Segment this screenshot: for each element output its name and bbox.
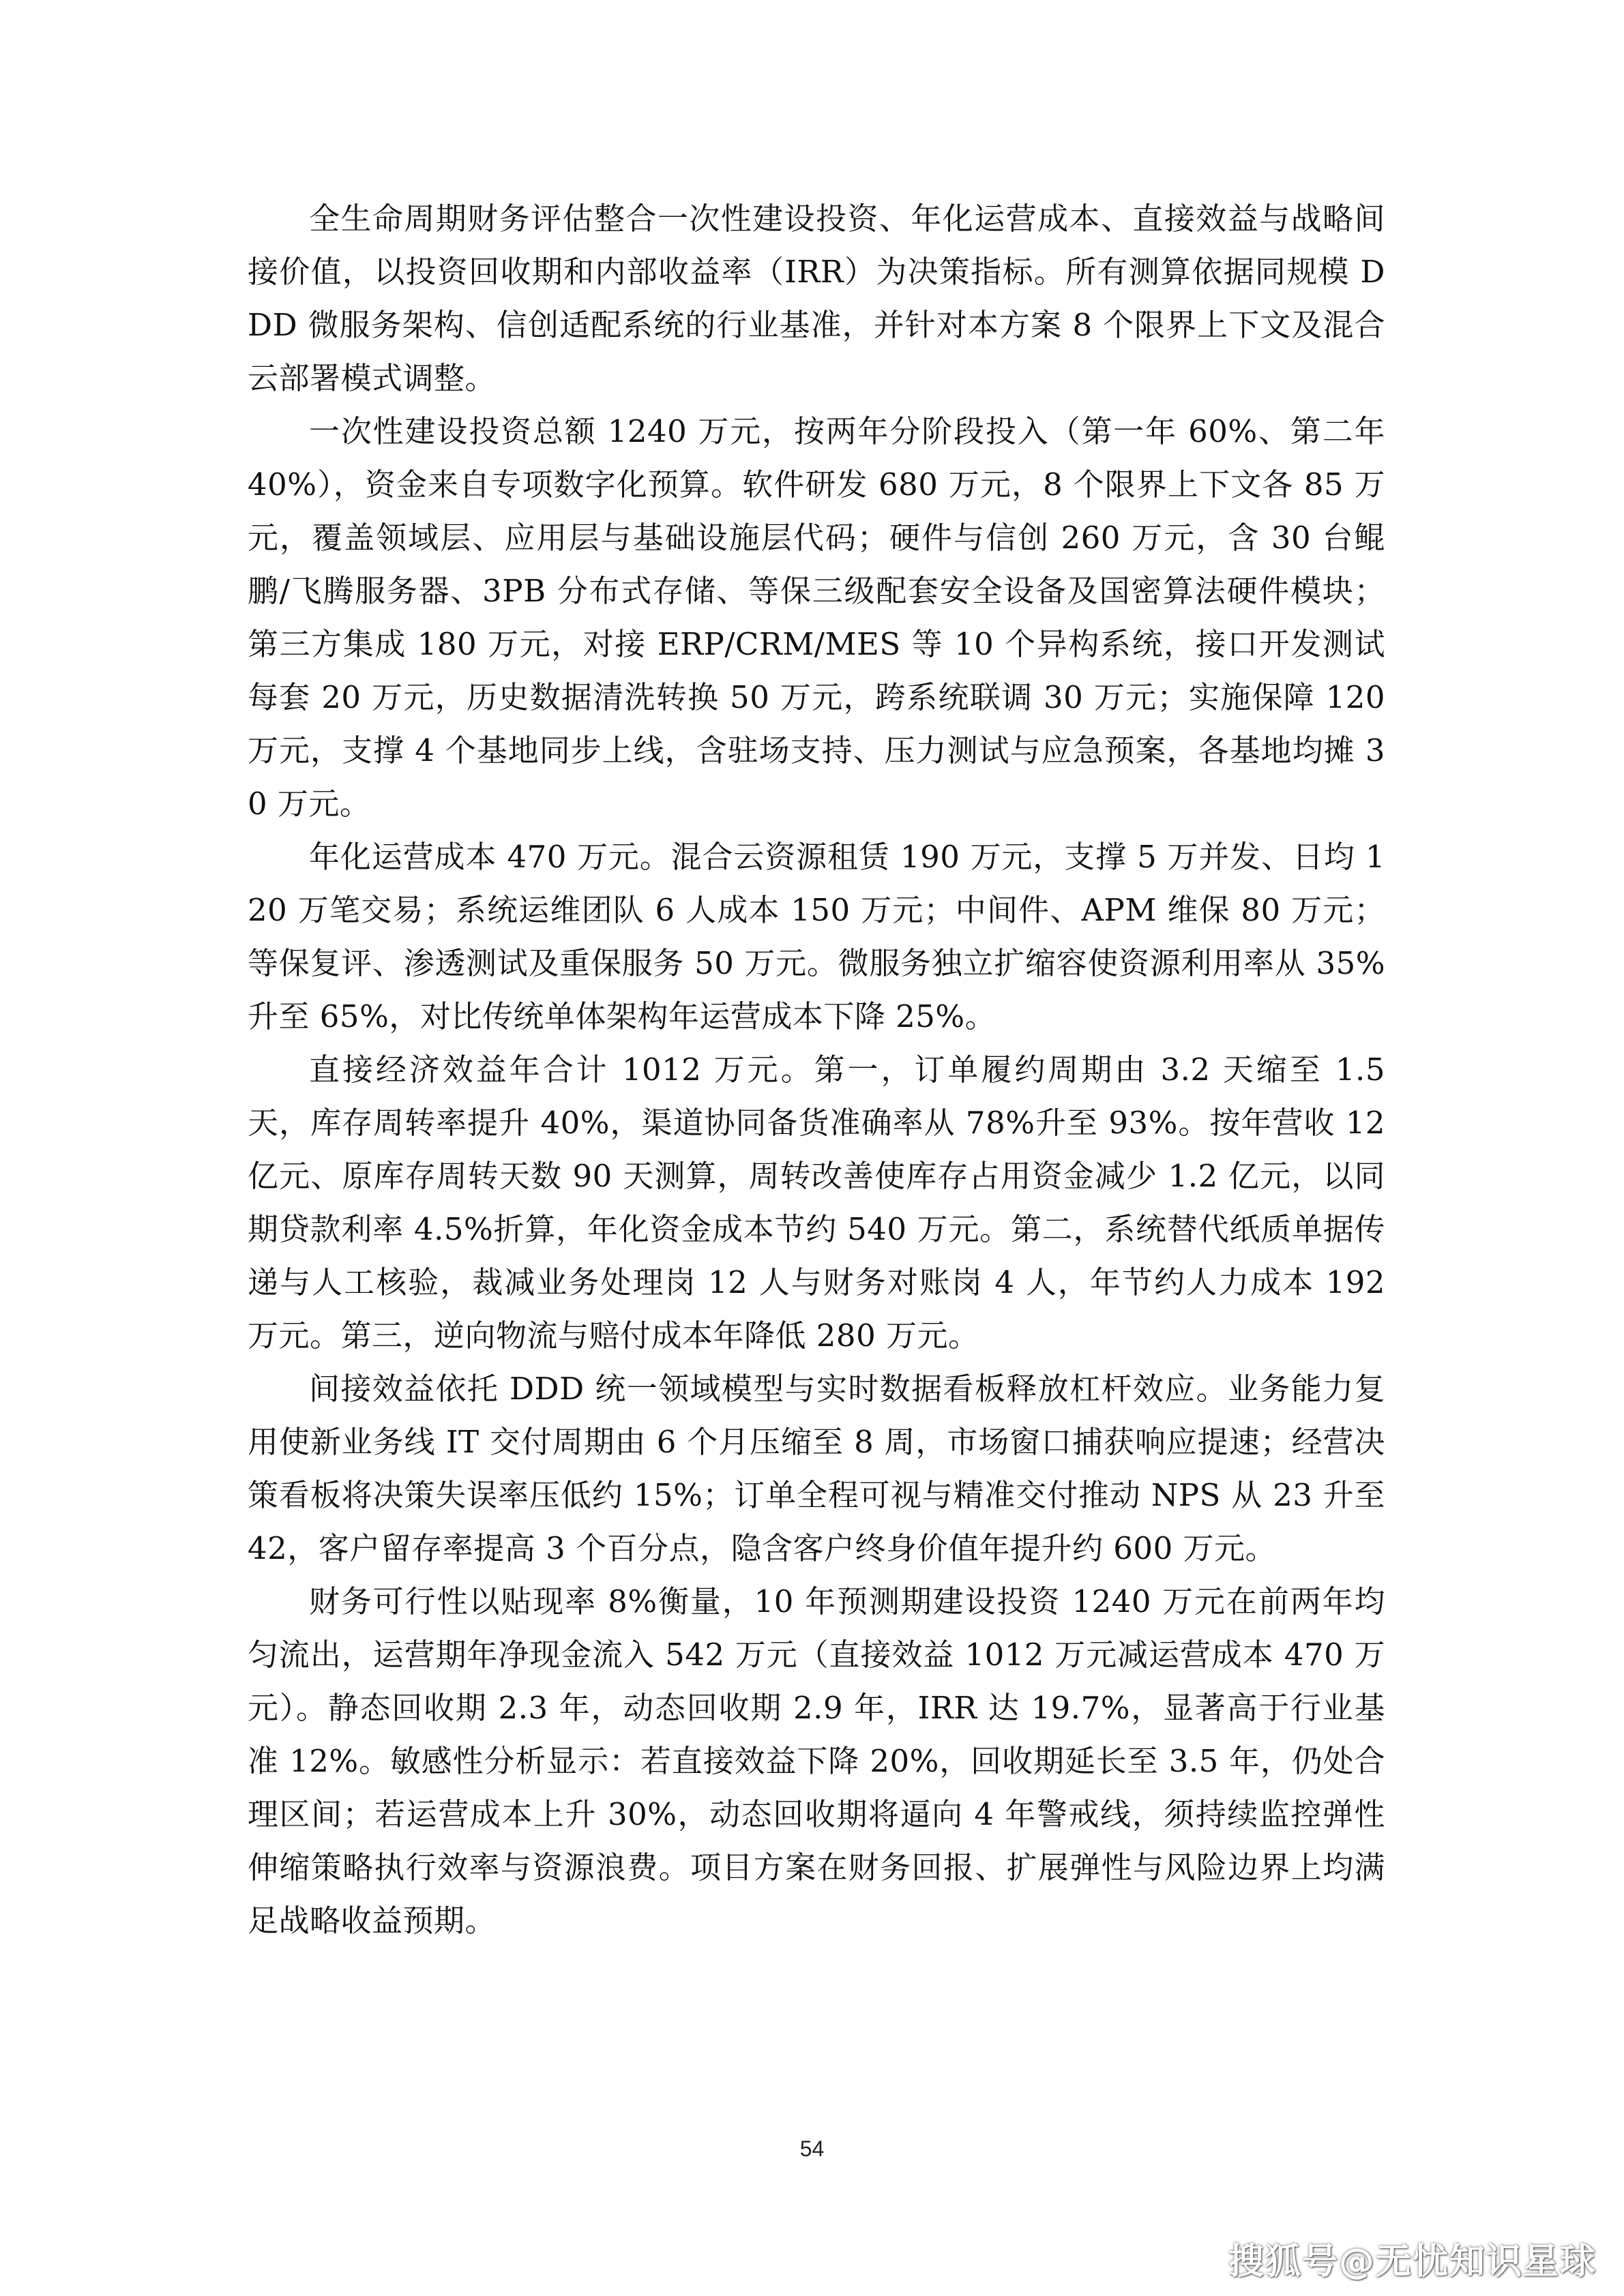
paragraph-operating-cost: 年化运营成本 470 万元。混合云资源租赁 190 万元，支撑 5 万并发、日均 120 万笔交易；系统运维团队 6 人成本 150 万元；中间件、APM 维保 80 万元；等保复评、渗透测试及重保服务 50 万元。微服务独立扩缩容使资源利用率从 35%升至 65%，对比传统单体架构年运营成本下降 25%。 [248, 839, 1385, 1034]
paragraph-financial-feasibility: 财务可行性以贴现率 8%衡量，10 年预测期建设投资 1240 万元在前两年均匀流出，运营期年净现金流入 542 万元（直接效益 1012 万元减运营成本 470 万元）。静态回收期 2.3 年，动态回收期 2.9 年，IRR 达 19.7%，显著高于行业基准 12%。敏感性分析显示：若直接效益下降 20%，回收期延长至 3.5 年，仍处合理区间；若运营成本上升 30%，动态回收期将逼向 4 年警戒线，须持续监控弹性伸缩策略执行效率与资源浪费。项目方案在财务回报、扩展弹性与风险边界上均满足战略收益预期。 [248, 1583, 1385, 1939]
watermark-text: 搜狐号@无忧知识星球 [1228, 2241, 1597, 2282]
paragraph-construction-investment: 一次性建设投资总额 1240 万元，按两年分阶段投入（第一年 60%、第二年 40%），资金来自专项数字化预算。软件研发 680 万元，8 个限界上下文各 85 万元，覆盖领域层、应用层与基础设施层代码；硬件与信创 260 万元，含 30 台鲲鹏/飞腾服务器、3PB 分布式存储、等保三级配套安全设备及国密算法硬件模块；第三方集成 180 万元，对接 ERP/CRM/MES 等 10 个异构系统，接口开发测试每套 20 万元，历史数据清洗转换 50 万元，跨系统联调 30 万元；实施保障 120 万元，支撑 4 个基地同步上线，含驻场支持、压力测试与应急预案，各基地均摊 30 万元。 [248, 413, 1385, 822]
page-number: 54 [799, 2136, 825, 2161]
paragraph-direct-benefit: 直接经济效益年合计 1012 万元。第一，订单履约周期由 3.2 天缩至 1.5 天，库存周转率提升 40%，渠道协同备货准确率从 78%升至 93%。按年营收 12 亿元、原库存周转天数 90 天测算，周转改善使库存占用资金减少 1.2 亿元，以同期贷款利率 4.5%折算，年化资金成本节约 540 万元。第二，系统替代纸质单据传递与人工核验，裁减业务处理岗 12 人与财务对账岗 4 人，年节约人力成本 192 万元。第三，逆向物流与赔付成本年降低 280 万元。 [248, 1052, 1385, 1354]
paragraph-lifecycle-overview: 全生命周期财务评估整合一次性建设投资、年化运营成本、直接效益与战略间接价值，以投资回收期和内部收益率（IRR）为决策指标。所有测算依据同规模 DDD 微服务架构、信创适配系统的行业基准，并针对本方案 8 个限界上下文及混合云部署模式调整。 [248, 200, 1385, 396]
paragraph-indirect-benefit: 间接效益依托 DDD 统一领域模型与实时数据看板释放杠杆效应。业务能力复用使新业务线 IT 交付周期由 6 个月压缩至 8 周，市场窗口捕获响应提速；经营决策看板将决策失误率压低约 15%；订单全程可视与精准交付推动 NPS 从 23 升至 42，客户留存率提高 3 个百分点，隐含客户终身价值年提升约 600 万元。 [248, 1371, 1385, 1566]
document-body [248, 192, 1385, 1948]
